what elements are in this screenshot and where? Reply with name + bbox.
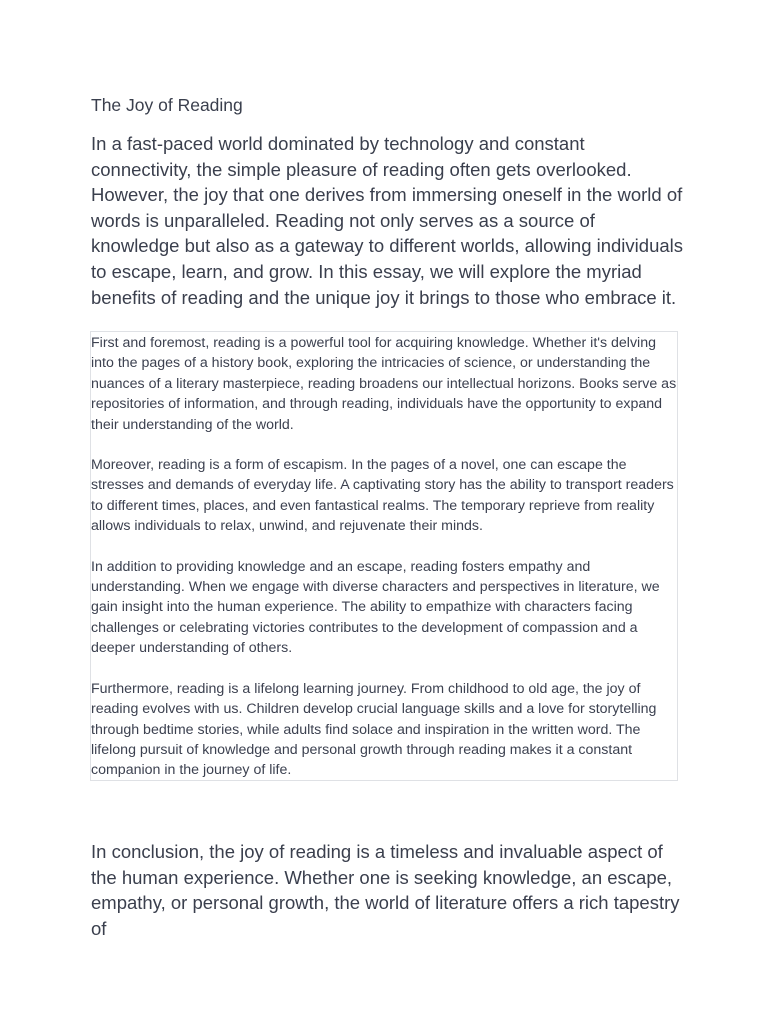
body-paragraph-escapism: Moreover, reading is a form of escapism. In the pages of a novel, one can escape the stresses and demands of everyday life. A captivating story has the ability to transport readers to different times, places, and even fantastical realms. The temporary reprieve from reality allows individuals to relax, unwind, and rejuvenate their minds. [91,457,674,535]
body-paragraph-empathy: In addition to providing knowledge and an escape, reading fosters empathy and understanding. When we engage with diverse characters and perspectives in literature, we gain insight into the human experience. The ability to empathize with characters facing challenges or celebrating victories contributes to the development of compassion and a deeper understanding of others. [91,558,660,657]
body-paragraph-knowledge: First and foremost, reading is a powerful tool for acquiring knowledge. Whether it's delving into the pages of a history book, exploring the intricacies of science, or understanding the nuances of a literary masterpiece, reading broadens our intellectual horizons. Books serve as repositories of information, and through reading, individuals have the opportunity to expand their understanding of the world. [91,335,677,433]
body-text-box [90,331,678,781]
body-paragraph-lifelong-learning: Furthermore, reading is a lifelong learning journey. From childhood to old age, the joy of reading evolves with us. Children develop crucial language skills and a love for storytelling through bedtime stories, while adults find solace and inspiration in the written word. The lifelong pursuit of knowledge and personal growth through reading makes it a constant companion in the journey of life. [91,680,657,779]
intro-paragraph: In a fast-paced world dominated by technology and constant connectivity, the simple pleasure of reading often gets overlooked. However, the joy that one derives from immersing oneself in the world of words is unparalleled. Reading not only serves as a source of knowledge but also as a gateway to different worlds, allowing individuals to escape, learn, and grow. In this essay, we will explore the myriad benefits of reading and the unique joy it brings to those who embrace it. [91,133,684,308]
conclusion-paragraph: In conclusion, the joy of reading is a timeless and invaluable aspect of the human experience. Whether one is seeking knowledge, an escape, empathy, or personal growth, the world of literature offers a rich tapestry of [91,841,680,939]
document-title: The Joy of Reading [91,95,243,115]
